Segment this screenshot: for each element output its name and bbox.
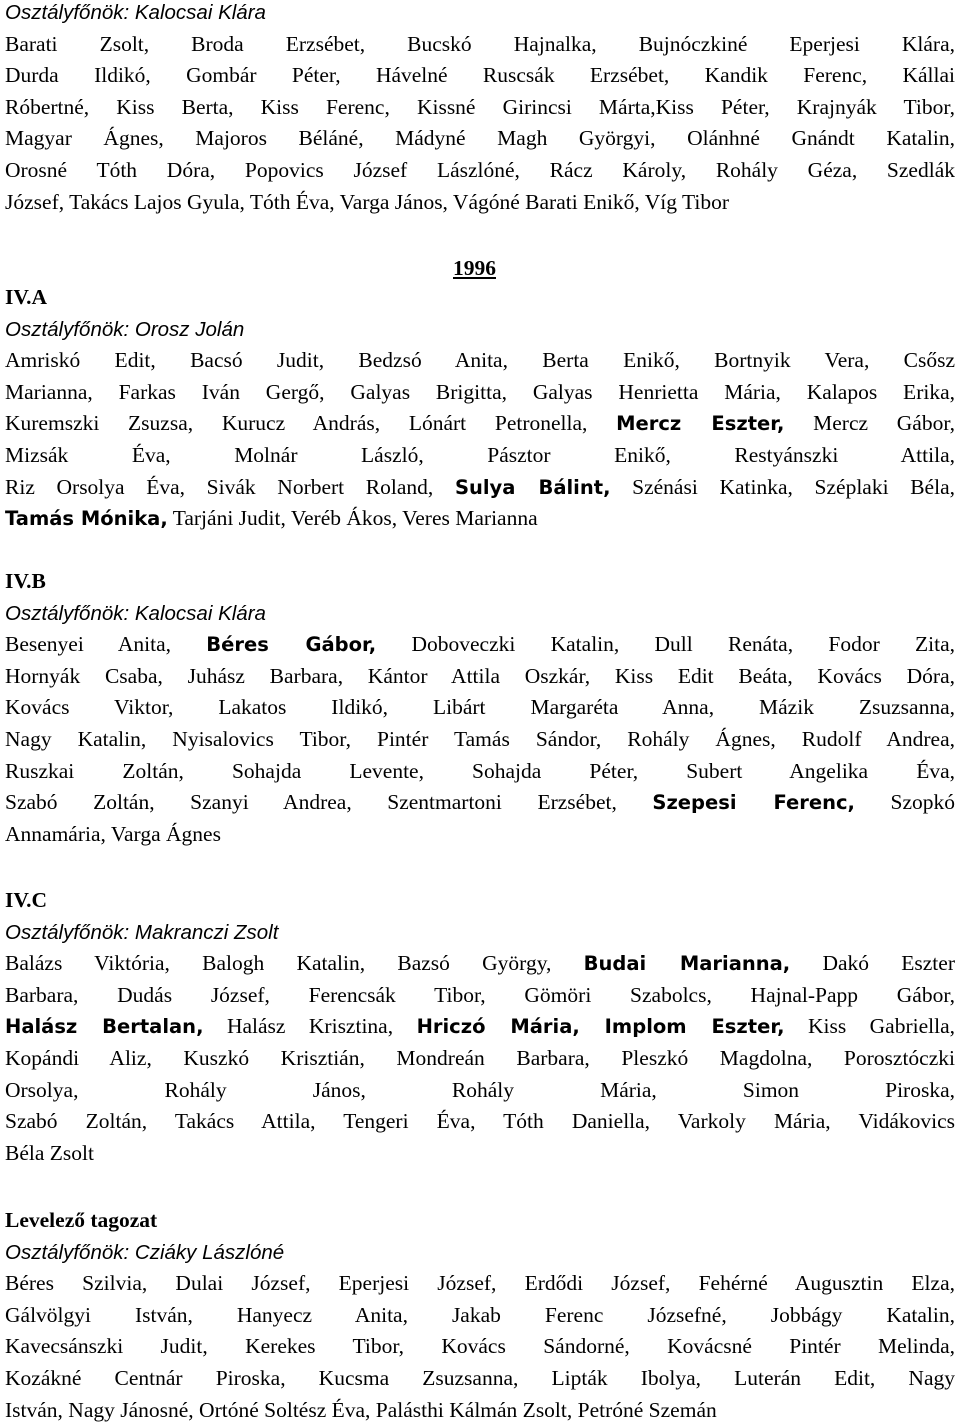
name-line bbox=[5, 503, 955, 535]
name-text: Tarjáni Judit, Veréb Ákos, Veres Marianna bbox=[167, 506, 538, 531]
name-line bbox=[5, 1395, 955, 1427]
name-line bbox=[5, 787, 955, 819]
name-text: Halász Krisztina, bbox=[203, 1014, 417, 1039]
highlighted-name: Szepesi Ferenc, bbox=[652, 791, 855, 815]
name-line bbox=[5, 187, 955, 219]
name-text: Orosné Tóth Dóra, Popovics József Lászlóné, Rácz Károly, Rohály Géza, Szedlák bbox=[5, 157, 955, 182]
class-teacher: Osztályfőnök: Cziáky Lászlóné bbox=[5, 1240, 285, 1264]
class-section-iv-c bbox=[5, 885, 955, 1169]
name-line bbox=[5, 629, 955, 661]
name-text: Kovács Viktor, Lakatos Ildikó, Libárt Margaréta Anna, Mázik Zsuzsanna, bbox=[5, 695, 955, 720]
name-text: Béres Szilvia, Dulai József, Eperjesi József, Erdődi József, Fehérné Augusztin Elza, bbox=[5, 1271, 955, 1296]
name-line bbox=[5, 756, 955, 788]
name-text: Kavecsánszki Judit, Kerekes Tibor, Kovács Sándorné, Kovácsné Pintér Melinda, bbox=[5, 1334, 955, 1359]
name-text: Barbara, Dudás József, Ferencsák Tibor, Gömöri Szabolcs, Hajnal-Papp Gábor, bbox=[5, 982, 955, 1007]
name-text: Annamária, Varga Ágnes bbox=[5, 821, 221, 846]
name-text: Mercz Gábor, bbox=[784, 411, 955, 436]
name-text: Besenyei Anita, bbox=[5, 632, 207, 657]
name-line bbox=[5, 1075, 955, 1107]
name-line bbox=[5, 92, 955, 124]
class-teacher: Osztályfőnök: Makranczi Zsolt bbox=[5, 920, 279, 944]
highlighted-name: Budai Marianna, bbox=[583, 952, 791, 976]
highlighted-name: Béres Gábor, bbox=[206, 633, 377, 657]
class-section-iv-a bbox=[5, 282, 955, 535]
name-line bbox=[5, 60, 955, 92]
class-heading: IV.A bbox=[5, 285, 48, 309]
name-text: István, Nagy Jánosné, Ortóné Soltész Éva, Palásthi Kálmán Zsolt, Petróné Szemán bbox=[5, 1397, 717, 1422]
name-line bbox=[5, 1268, 955, 1300]
name-line bbox=[5, 345, 955, 377]
name-text: Dakó Eszter bbox=[790, 951, 955, 976]
name-text: Nagy Katalin, Nyisalovics Tibor, Pintér Tamás Sándor, Rohály Ágnes, Rudolf Andrea, bbox=[5, 726, 955, 751]
name-text: Doboveczki Katalin, Dull Renáta, Fodor Zita, bbox=[376, 632, 955, 657]
name-line bbox=[5, 980, 955, 1012]
name-line bbox=[5, 155, 955, 187]
name-line bbox=[5, 724, 955, 756]
name-line bbox=[5, 819, 955, 851]
student-list bbox=[5, 29, 955, 219]
name-text: Róbertné, Kiss Berta, Kiss Ferenc, Kissné Girincsi Márta,Kiss Péter, Krajnyák Tibor, bbox=[5, 94, 955, 119]
student-list bbox=[5, 345, 955, 535]
name-text: József, Takács Lajos Gyula, Tóth Éva, Varga János, Vágóné Barati Enikő, Víg Tibor bbox=[5, 189, 730, 214]
name-line bbox=[5, 377, 955, 409]
name-line bbox=[5, 1138, 955, 1170]
name-text: Gálvölgyi István, Hanyecz Anita, Jakab Ferenc Józsefné, Jobbágy Katalin, bbox=[5, 1302, 955, 1327]
name-text: Amriskó Edit, Bacsó Judit, Bedzsó Anita, Berta Enikő, Bortnyik Vera, Csősz bbox=[5, 348, 955, 373]
class-heading: Levelező tagozat bbox=[5, 1208, 158, 1232]
class-heading: IV.B bbox=[5, 569, 46, 593]
student-list bbox=[5, 948, 955, 1169]
class-teacher: Osztályfőnök: Kalocsai Klára bbox=[5, 601, 266, 625]
student-list bbox=[5, 1268, 955, 1426]
name-text: Riz Orsolya Éva, Sivák Norbert Roland, bbox=[5, 474, 455, 499]
highlighted-name: Sulya Bálint, bbox=[454, 475, 611, 499]
name-line bbox=[5, 1300, 955, 1332]
name-text: Barati Zsolt, Broda Erzsébet, Bucskó Hajnalka, Bujnóczkiné Eperjesi Klára, bbox=[5, 31, 955, 56]
name-text: Kopándi Aliz, Kuszkó Krisztián, Mondreán Barbara, Pleszkó Magdolna, Porosztóczki bbox=[5, 1045, 955, 1070]
highlighted-name: Mercz Eszter, bbox=[616, 412, 785, 436]
highlighted-name: Halász Bertalan, bbox=[5, 1015, 204, 1039]
name-text: Mizsák Éva, Molnár László, Pásztor Enikő, Restyánszki Attila, bbox=[5, 442, 955, 467]
name-line bbox=[5, 1011, 955, 1043]
name-text: Szabó Zoltán, Takács Attila, Tengeri Éva, Tóth Daniella, Varkoly Mária, Vidákovics bbox=[5, 1109, 955, 1134]
name-text: Kiss Gabriella, bbox=[784, 1014, 955, 1039]
name-line bbox=[5, 1363, 955, 1395]
name-text: Durda Ildikó, Gombár Péter, Hávelné Ruscsák Erzsébet, Kandik Ferenc, Kállai bbox=[5, 63, 955, 88]
name-line bbox=[5, 948, 955, 980]
previous-class-section bbox=[5, 0, 955, 218]
name-text: Marianna, Farkas Iván Gergő, Galyas Brigitta, Galyas Henrietta Mária, Kalapos Erika, bbox=[5, 379, 955, 404]
class-teacher: Osztályfőnök: Orosz Jolán bbox=[5, 317, 245, 341]
name-text: Magyar Ágnes, Majoros Béláné, Mádyné Magh Györgyi, Olánhné Gnándt Katalin, bbox=[5, 126, 955, 151]
name-text: Béla Zsolt bbox=[5, 1140, 94, 1165]
class-section-levelezo bbox=[5, 1205, 955, 1426]
name-text: Balázs Viktória, Balogh Katalin, Bazsó György, bbox=[5, 951, 584, 976]
student-list bbox=[5, 629, 955, 850]
name-text: Kuremszki Zsuzsa, Kurucz András, Lónárt Petronella, bbox=[5, 411, 617, 436]
name-line bbox=[5, 440, 955, 472]
class-heading: IV.C bbox=[5, 888, 48, 912]
name-line bbox=[5, 1331, 955, 1363]
name-text: Kozákné Centnár Piroska, Kucsma Zsuzsanna, Lipták Ibolya, Luterán Edit, Nagy bbox=[5, 1365, 955, 1390]
name-text: Hornyák Csaba, Juhász Barbara, Kántor Attila Oszkár, Kiss Edit Beáta, Kovács Dóra, bbox=[5, 663, 955, 688]
name-line bbox=[5, 692, 955, 724]
name-text: Orsolya, Rohály János, Rohály Mária, Simon Piroska, bbox=[5, 1077, 955, 1102]
name-text: Szénási Katinka, Széplaki Béla, bbox=[610, 474, 955, 499]
class-teacher: Osztályfőnök: Kalocsai Klára bbox=[5, 1, 266, 24]
name-line bbox=[5, 1106, 955, 1138]
name-line bbox=[5, 1043, 955, 1075]
name-line bbox=[5, 408, 955, 440]
name-line bbox=[5, 29, 955, 61]
name-text: Szabó Zoltán, Szanyi Andrea, Szentmartoni Erzsébet, bbox=[5, 790, 653, 815]
name-text: Szopkó bbox=[854, 790, 955, 815]
name-text: Ruszkai Zoltán, Sohajda Levente, Sohajda Péter, Subert Angelika Éva, bbox=[5, 758, 955, 783]
name-line bbox=[5, 661, 955, 693]
highlighted-name: Tamás Mónika, bbox=[5, 507, 168, 531]
name-line bbox=[5, 472, 955, 504]
name-line bbox=[5, 123, 955, 155]
year-heading: 1996 bbox=[453, 256, 496, 280]
highlighted-name: Hriczó Mária, Implom Eszter, bbox=[416, 1015, 785, 1039]
class-section-iv-b bbox=[5, 566, 955, 850]
